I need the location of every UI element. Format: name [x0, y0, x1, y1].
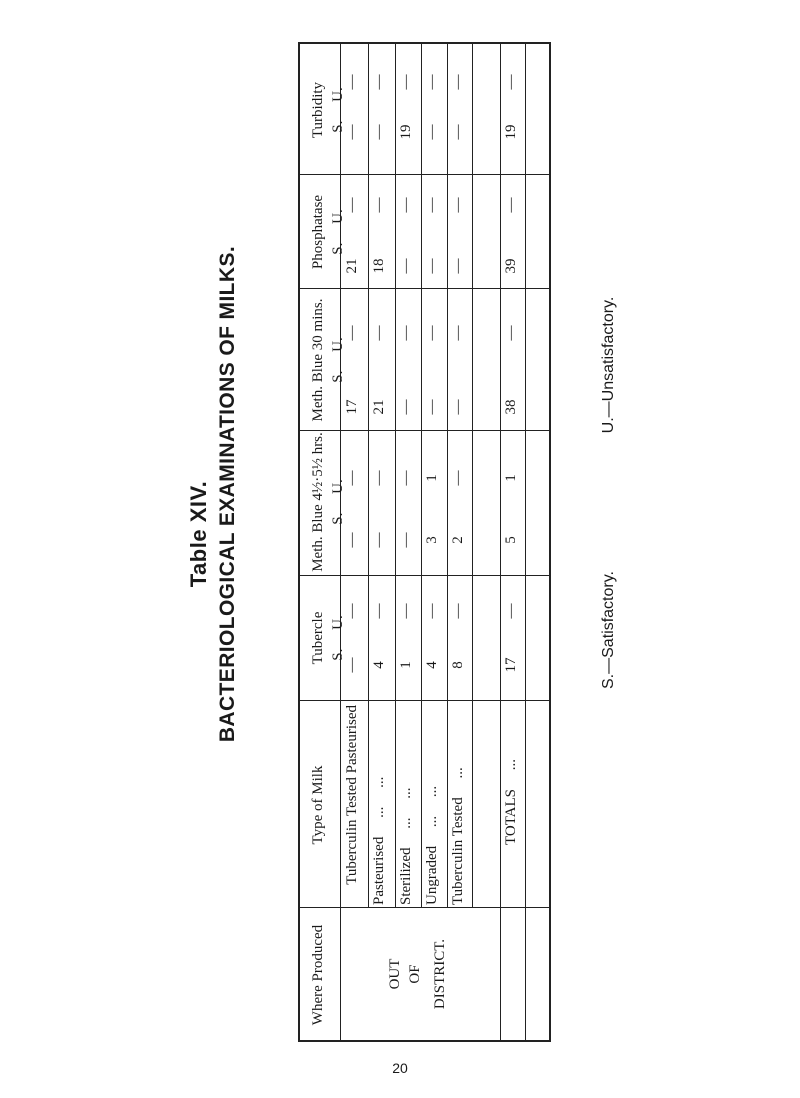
- cell-r0-ph-u: —: [344, 197, 360, 213]
- cell-r4-mb30-s: —: [450, 399, 466, 415]
- cell-r2-mb45-s: —: [398, 532, 414, 548]
- cell-total-mb30-s: 38: [503, 399, 519, 415]
- cell-total-ph-u: —: [503, 197, 519, 213]
- rule: [447, 42, 448, 907]
- cell-r4-tu-s: —: [450, 124, 466, 140]
- header-tubercle: Tubercle: [310, 611, 326, 665]
- cell-total-mb45-u: 1: [503, 474, 519, 482]
- rule: [421, 42, 422, 907]
- where-of: OF: [407, 964, 423, 984]
- cell-r3-ph-u: —: [424, 197, 440, 213]
- cell-r0-mb45-s: —: [344, 532, 360, 548]
- where-out: OUT: [387, 958, 403, 990]
- row-type-2: Sterilized ... ...: [398, 787, 414, 905]
- cell-r3-mb45-u: 1: [424, 474, 440, 482]
- cell-r2-tu-s: 19: [398, 124, 414, 140]
- cell-r3-mb30-s: —: [424, 399, 440, 415]
- cell-r4-ph-s: —: [450, 258, 466, 274]
- cell-r4-tub-u: —: [450, 603, 466, 619]
- cell-r2-ph-u: —: [398, 197, 414, 213]
- cell-r1-tub-u: —: [371, 603, 387, 619]
- cell-r2-tub-s: 1: [398, 661, 414, 669]
- header-meth-blue-45-su: S. U.: [330, 479, 346, 525]
- cell-total-tub-u: —: [503, 603, 519, 619]
- where-district: DISTRICT.: [432, 938, 448, 1010]
- cell-r3-ph-s: —: [424, 258, 440, 274]
- cell-r2-tub-u: —: [398, 603, 414, 619]
- rule: [368, 42, 369, 907]
- table-subtitle: BACTERIOLOGICAL EXAMINATIONS OF MILKS.: [216, 245, 239, 743]
- cell-r0-ph-s: 21: [344, 258, 360, 274]
- cell-r0-mb30-u: —: [344, 325, 360, 341]
- legend-satisfactory: S.—Satisfactory.: [600, 571, 617, 689]
- cell-total-mb30-u: —: [503, 325, 519, 341]
- cell-r2-ph-s: —: [398, 258, 414, 274]
- header-meth-blue-45: Meth. Blue 4½·5½ hrs.: [310, 432, 326, 572]
- header-type-of-milk: Type of Milk: [310, 765, 326, 845]
- rule: [298, 907, 551, 908]
- cell-r0-tub-s: —: [344, 657, 360, 673]
- cell-r3-mb45-s: 3: [424, 536, 440, 544]
- cell-r1-mb30-s: 21: [371, 399, 387, 415]
- cell-r1-tub-s: 4: [371, 661, 387, 669]
- header-turbidity: Turbidity: [310, 81, 326, 139]
- cell-r2-tu-u: —: [398, 74, 414, 90]
- cell-r4-tu-u: —: [450, 74, 466, 90]
- rule: [298, 174, 551, 175]
- cell-r3-tub-u: —: [424, 603, 440, 619]
- cell-r0-tub-u: —: [344, 603, 360, 619]
- cell-r3-tub-s: 4: [424, 661, 440, 669]
- rule: [340, 907, 341, 1042]
- row-type-1: Pasteurised ... ...: [371, 776, 387, 905]
- rule: [472, 42, 473, 907]
- cell-r4-mb45-u: —: [450, 470, 466, 486]
- cell-r4-mb30-u: —: [450, 325, 466, 341]
- cell-r0-tu-u: —: [344, 74, 360, 90]
- legend-unsatisfactory: U.—Unsatisfactory.: [600, 296, 617, 434]
- cell-r2-mb30-u: —: [398, 325, 414, 341]
- row-type-4: Tuberculin Tested ...: [450, 767, 466, 905]
- cell-r1-tu-s: —: [371, 124, 387, 140]
- cell-r1-mb30-u: —: [371, 325, 387, 341]
- cell-total-tu-u: —: [503, 74, 519, 90]
- cell-r3-tu-u: —: [424, 74, 440, 90]
- header-where-produced: Where Produced: [310, 924, 326, 1026]
- cell-r2-mb30-s: —: [398, 399, 414, 415]
- cell-r4-ph-u: —: [450, 197, 466, 213]
- rule: [395, 42, 396, 907]
- cell-r3-mb30-u: —: [424, 325, 440, 341]
- cell-r1-mb45-s: —: [371, 532, 387, 548]
- cell-total-ph-s: 39: [503, 258, 519, 274]
- cell-r1-mb45-u: —: [371, 470, 387, 486]
- header-meth-blue-30: Meth. Blue 30 mins.: [310, 298, 326, 422]
- page-number: 20: [392, 1060, 408, 1076]
- totals-label: TOTALS ...: [503, 758, 519, 845]
- cell-r1-tu-u: —: [371, 74, 387, 90]
- cell-total-tu-s: 19: [503, 124, 519, 140]
- header-tubercle-su: S. U.: [330, 615, 346, 661]
- cell-r0-mb30-s: 17: [344, 399, 360, 415]
- cell-r1-ph-u: —: [371, 197, 387, 213]
- cell-r0-mb45-u: —: [344, 470, 360, 486]
- header-meth-blue-30-su: S. U.: [330, 337, 346, 383]
- table-title: Table XIV.: [186, 480, 211, 588]
- header-phosphatase: Phosphatase: [310, 194, 326, 270]
- cell-total-mb45-s: 5: [503, 536, 519, 544]
- cell-r3-tu-s: —: [424, 124, 440, 140]
- row-type-0: Tuberculin Tested Pasteurised: [344, 705, 360, 885]
- rule: [298, 288, 551, 289]
- row-type-3: Ungraded ... ...: [424, 785, 440, 905]
- header-phosphatase-su: S. U.: [330, 209, 346, 255]
- rule: [500, 42, 501, 1042]
- cell-total-tub-s: 17: [503, 657, 519, 673]
- cell-r4-mb45-s: 2: [450, 536, 466, 544]
- header-turbidity-su: S. U.: [330, 87, 346, 133]
- cell-r1-ph-s: 18: [371, 258, 387, 274]
- cell-r2-mb45-u: —: [398, 470, 414, 486]
- cell-r4-tub-s: 8: [450, 661, 466, 669]
- rule: [525, 42, 526, 1042]
- cell-r0-tu-s: —: [344, 124, 360, 140]
